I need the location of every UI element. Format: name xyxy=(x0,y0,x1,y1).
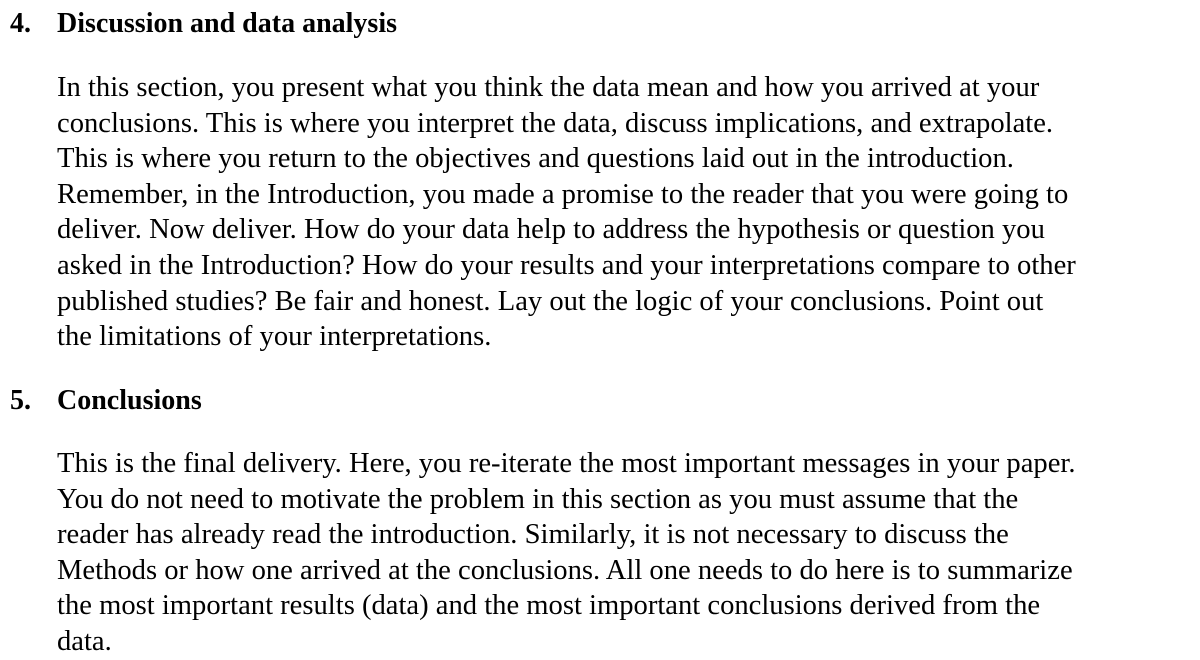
section-title: Conclusions xyxy=(57,385,202,416)
paragraph-line: conclusions. This is where you interpret the data, discuss implications, and extrapolate. xyxy=(57,107,1054,139)
section-paragraph xyxy=(57,70,1197,355)
section-number: 4. xyxy=(10,8,31,39)
paragraph-line: the most important results (data) and the most important conclusions derived from the xyxy=(57,590,1041,622)
paragraph-line: reader has already read the introduction. Similarly, it is not necessary to discuss the xyxy=(57,519,1009,551)
section-title: Discussion and data analysis xyxy=(57,8,398,39)
paragraph-line: You do not need to motivate the problem in this section as you must assume that the xyxy=(57,483,1019,515)
paragraph-line: This is where you return to the objectives and questions laid out in the introduction. xyxy=(57,143,1014,175)
paragraph-line: Remember, in the Introduction, you made a promise to the reader that you were going to xyxy=(57,178,1069,210)
paragraph-line: In this section, you present what you think the data mean and how you arrived at your xyxy=(57,72,1040,103)
paragraph-line: the limitations of your interpretations. xyxy=(57,321,492,353)
paragraph-line: deliver. Now deliver. How do your data help to address the hypothesis or question you xyxy=(57,214,1045,246)
paragraph-line: Methods or how one arrived at the conclusions. All one needs to do here is to summarize xyxy=(57,554,1073,586)
paragraph-line: This is the final delivery. Here, you re-iterate the most important messages in your paper. xyxy=(57,448,1076,479)
paragraph-line: data. xyxy=(57,625,112,657)
section-paragraph xyxy=(57,446,1197,660)
paragraph-line: asked in the Introduction? How do your results and your interpretations compare to other xyxy=(57,249,1076,281)
section-number: 5. xyxy=(10,385,31,416)
paragraph-line: published studies? Be fair and honest. Lay out the logic of your conclusions. Point out xyxy=(57,285,1044,317)
